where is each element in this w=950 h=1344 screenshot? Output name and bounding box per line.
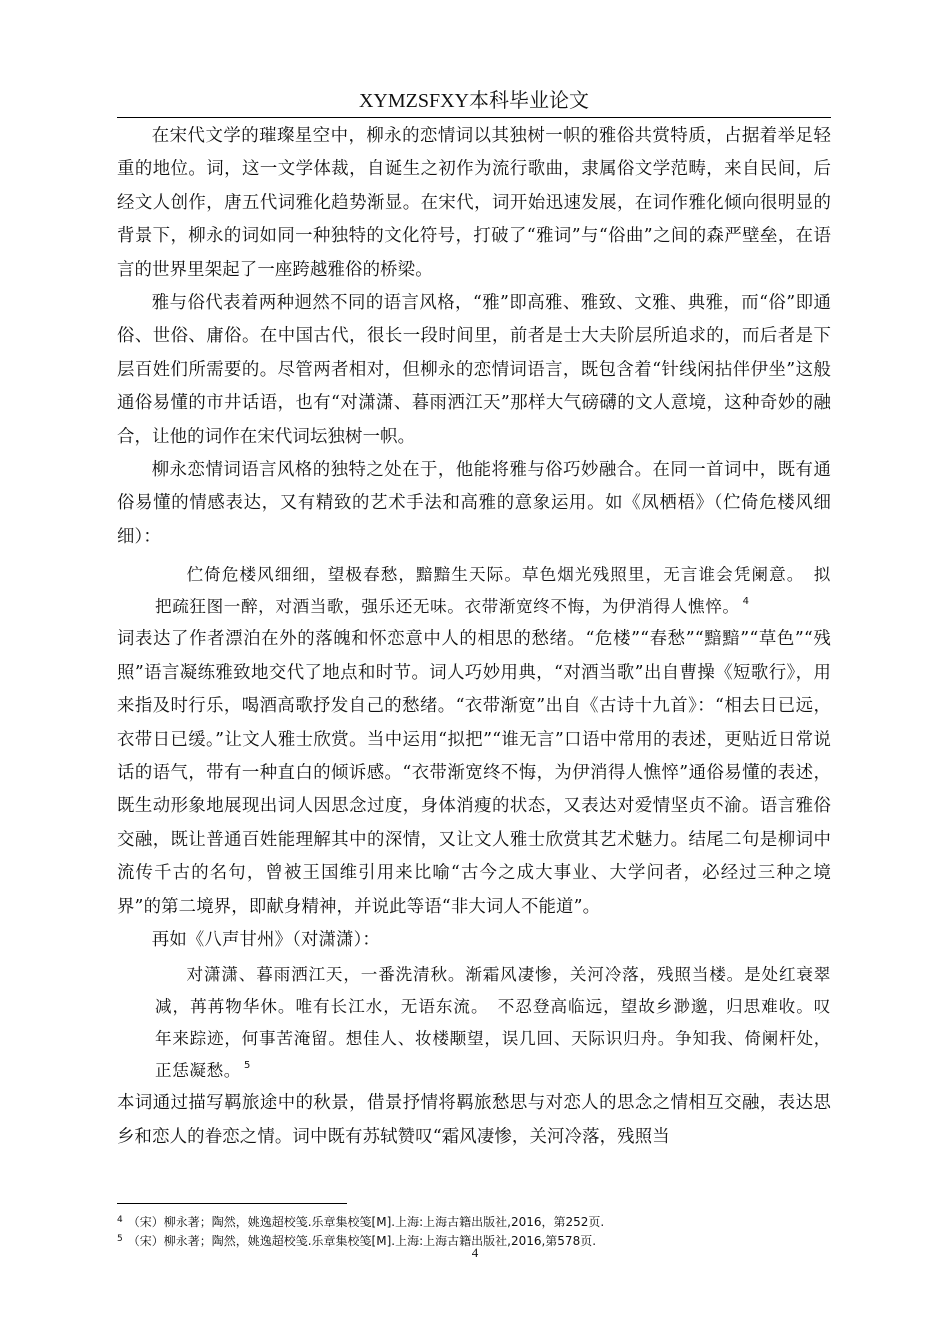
footnote-ref: 4: [742, 596, 750, 608]
quote-text: 伫倚危楼风细细，望极春愁，黯黯生天际。草色烟光残照里，无言谁会凭阑意。 拟把疏狂图一醉，对酒当歌，强乐还无味。衣带渐宽终不悔，为伊消得人憔悴。: [155, 565, 831, 617]
footnote-text: （宋）柳永著；陶然，姚逸超校笺.乐章集校笺[M].上海:上海古籍出版社,2016,第578页.: [127, 1234, 597, 1248]
body-text: [117, 120, 831, 1154]
paragraph-intro: 在宋代文学的璀璨星空中，柳永的恋情词以其独树一帜的雅俗共赏特质，占据着举足轻重的地位。词，这一文学体裁，自诞生之初作为流行歌曲，隶属俗文学范畴，来自民间，后经文人创作，唐五代词雅化趋势渐显。在宋代，词开始迅速发展，在词作雅化倾向很明显的背景下，柳永的词如同一种独特的文化符号，打破了“雅词”与“俗曲”之间的森严壁垒，在语言的世界里架起了一座跨越雅俗的桥梁。: [117, 126, 831, 280]
footnote-item: [117, 1212, 831, 1231]
paragraph-closing: 本词通过描写羁旅途中的秋景，借景抒情将羁旅愁思与对恋人的思念之情相互交融，表达思乡和恋人的眷恋之情。词中既有苏轼赞叹“霜风凄惨，关河冷落，残照当: [117, 1093, 831, 1147]
paragraph-fusion: 柳永恋情词语言风格的独特之处在于，他能将雅与俗巧妙融合。在同一首词中，既有通俗易懂的情感表达，又有精致的艺术手法和高雅的意象运用。如《凤栖梧》（伫倚危楼风细细）：: [117, 460, 831, 547]
running-header: XYMZSFXY本科毕业论文: [358, 90, 590, 112]
header-rule: [117, 117, 831, 118]
paragraph-example-intro: 再如《八声甘州》（对潇潇）：: [151, 929, 380, 950]
block-quote-fengqiwu: [155, 559, 831, 623]
paragraph-ya-su: 雅与俗代表着两种迥然不同的语言风格，“雅”即高雅、雅致、文雅、典雅，而“俗”即通俗、世俗、庸俗。在中国古代，很长一段时间里，前者是士大夫阶层所追求的，而后者是下层百姓们所需要的。尽管两者相对，但柳永的恋情词语言，既包含着“针线闲拈伴伊坐”这般通俗易懂的市井话语，也有“对潇潇、暮雨洒江天”那样大气磅礴的文人意境，这种奇妙的融合，让他的词作在宋代词坛独树一帜。: [117, 293, 831, 447]
footnote-separator: [117, 1203, 347, 1204]
footnote-number: 4: [117, 1215, 123, 1225]
paragraph-analysis: 词表达了作者漂泊在外的落魄和怀恋意中人的相思的愁绪。“危楼”“春愁”“黯黯”“草色”“残照”语言凝练雅致地交代了地点和时节。词人巧妙用典，“对酒当歌”出自曹操《短歌行》，用来指及时行乐，喝酒高歌抒发自己的愁绪。“衣带渐宽”出自《古诗十九首》：“相去日已远，衣带日已缓。”让文人雅士欣赏。当中运用“拟把”“谁无言”口语中常用的表述，更贴近日常说话的语气，带有一种直白的倾诉感。“衣带渐宽终不悔，为伊消得人憔悴”通俗易懂的表述，既生动形象地展现出词人因思念过度，身体消瘦的状态，又表达对爱情坚贞不渝。语言雅俗交融，既让普通百姓能理解其中的深情，又让文人雅士欣赏其艺术魅力。结尾二句是柳词中流传千古的名句，曾被王国维引用来比喻“古今之成大事业、大学问者，必经过三种之境界”的第二境界，即献身精神，并说此等语“非大词人不能道”。: [117, 629, 831, 917]
footnote-number: 5: [117, 1234, 123, 1244]
footnote-text: （宋）柳永著；陶然，姚逸超校笺.乐章集校笺[M].上海:上海古籍出版社,2016，第252页.: [127, 1215, 605, 1229]
block-quote-bashengganzhou: [155, 959, 831, 1087]
footnote-ref: 5: [243, 1060, 251, 1072]
page-number: 4: [471, 1245, 479, 1260]
quote-text: 对潇潇、暮雨洒江天，一番洗清秋。渐霜风凄惨，关河冷落，残照当楼。是处红衰翠减，苒苒物华休。唯有长江水，无语东流。 不忍登高临远，望故乡渺邈，归思难收。叹年来踪迹，何事苦淹留。想佳人、妆楼颙望，误几回、天际识归舟。争知我、倚阑杆处，正恁凝愁。: [155, 965, 831, 1081]
